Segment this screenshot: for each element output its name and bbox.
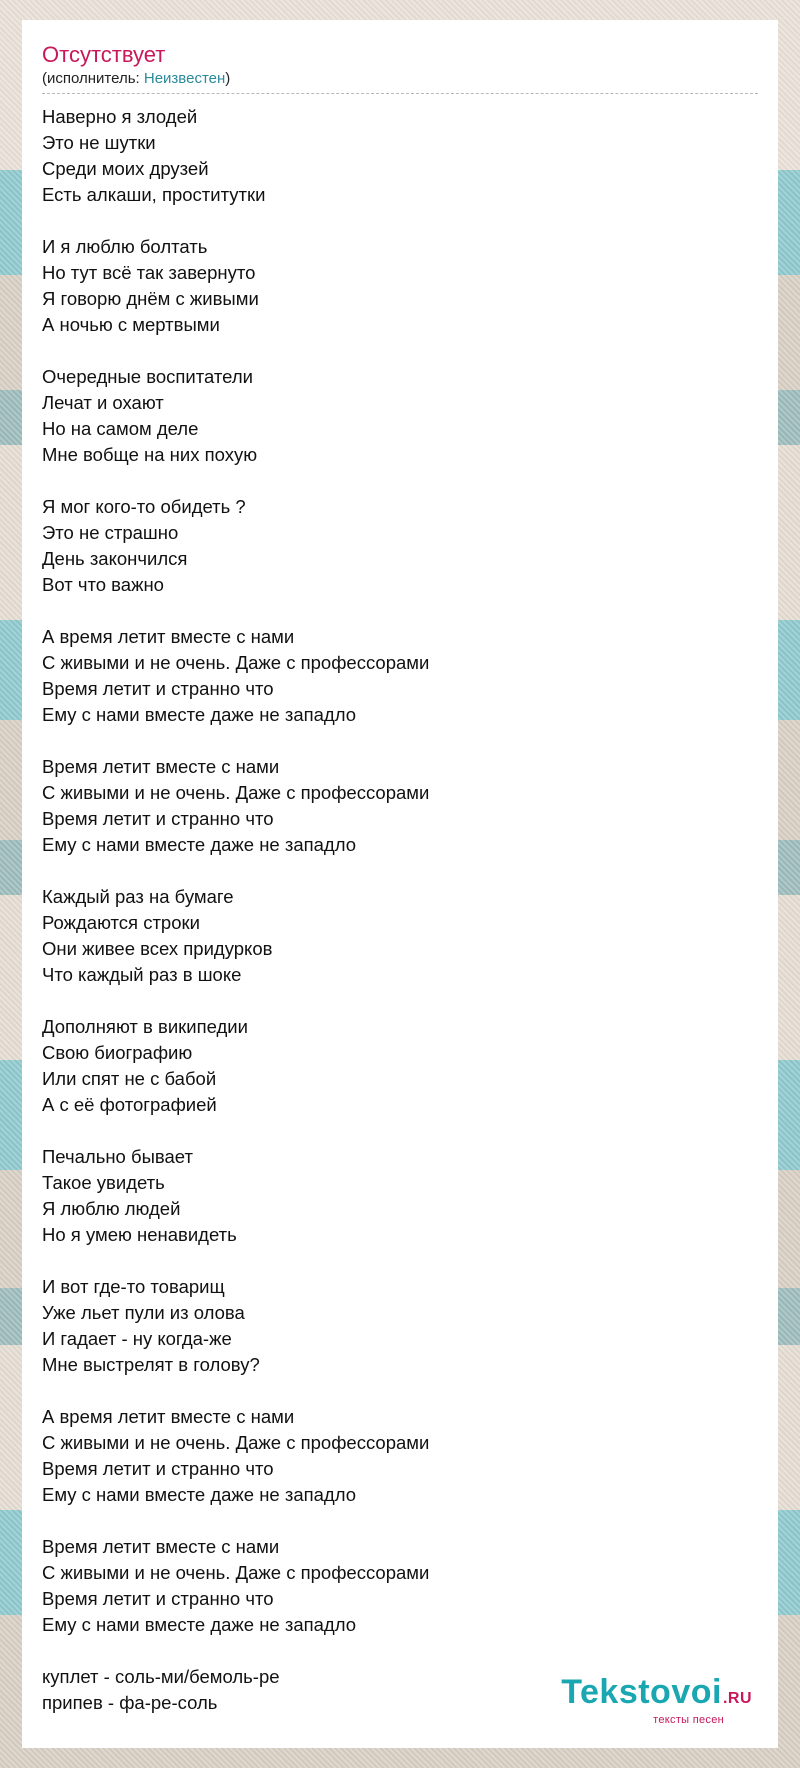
stanza-break — [42, 858, 758, 884]
stanza-break — [42, 728, 758, 754]
lyric-line: С живыми и не очень. Даже с профессорами — [42, 1562, 430, 1583]
lyric-line: Это не страшно — [42, 522, 179, 543]
stanza-break — [42, 338, 758, 364]
lyric-line: С живыми и не очень. Даже с профессорами — [42, 1432, 430, 1453]
lyric-line: А с её фотографией — [42, 1094, 217, 1115]
lyric-line: С живыми и не очень. Даже с профессорами — [42, 652, 430, 673]
logo-main-text: Tekstovoi — [561, 1673, 722, 1711]
lyric-line: И вот где-то товарищ — [42, 1276, 225, 1297]
lyric-line: А время летит вместе с нами — [42, 626, 295, 647]
lyric-line: Время летит и странно что — [42, 1588, 274, 1609]
lyric-line: И я люблю болтать — [42, 236, 208, 257]
lyric-line: Каждый раз на бумаге — [42, 886, 234, 907]
artist-prefix: (исполнитель: — [42, 70, 144, 87]
lyric-line: припев - фа-ре-соль — [42, 1692, 218, 1713]
lyric-line: Среди моих друзей — [42, 158, 209, 179]
lyric-line: Что каждый раз в шоке — [42, 964, 242, 985]
lyric-line: Но на самом деле — [42, 418, 199, 439]
song-title: Отсутствует — [42, 42, 166, 67]
lyric-line: Мне вобще на них похую — [42, 444, 258, 465]
lyric-line: А время летит вместе с нами — [42, 1406, 295, 1427]
stanza-break — [42, 1118, 758, 1144]
lyric-line: куплет - соль-ми/бемоль-ре — [42, 1666, 280, 1687]
lyric-line: Время летит вместе с нами — [42, 756, 280, 777]
stanza-break — [42, 598, 758, 624]
lyric-line: Уже льет пули из олова — [42, 1302, 245, 1323]
lyrics-body — [42, 104, 758, 1716]
lyrics-card — [22, 20, 778, 1748]
lyric-line: Печально бывает — [42, 1146, 193, 1167]
lyric-line: Но я умею ненавидеть — [42, 1224, 237, 1245]
lyric-line: С живыми и не очень. Даже с профессорами — [42, 782, 430, 803]
site-logo[interactable] — [561, 1675, 752, 1726]
lyric-line: Или спят не с бабой — [42, 1068, 217, 1089]
lyric-line: Это не шутки — [42, 132, 156, 153]
lyric-line: Вот что важно — [42, 574, 164, 595]
lyric-line: Есть алкаши, проститутки — [42, 184, 266, 205]
lyric-line: Лечат и охают — [42, 392, 164, 413]
artist-suffix: ) — [225, 70, 231, 87]
lyric-line: Время летит вместе с нами — [42, 1536, 280, 1557]
lyric-line: Такое увидеть — [42, 1172, 165, 1193]
logo-tld: .RU — [722, 1690, 752, 1707]
artist-line — [42, 69, 758, 94]
logo-tagline: тексты песен — [653, 1714, 724, 1726]
lyric-line: Ему с нами вместе даже не западло — [42, 834, 357, 855]
lyric-line: Очередные воспитатели — [42, 366, 253, 387]
logo-wordmark — [561, 1675, 752, 1716]
stanza-break — [42, 1378, 758, 1404]
lyric-line: Я мог кого-то обидеть ? — [42, 496, 246, 517]
stanza-break — [42, 208, 758, 234]
stanza-break — [42, 468, 758, 494]
lyric-line: Свою биографию — [42, 1042, 193, 1063]
lyric-line: Дополняют в википедии — [42, 1016, 248, 1037]
artist-link[interactable]: Неизвестен — [143, 70, 226, 87]
stanza-break — [42, 1508, 758, 1534]
lyric-line: Время летит и странно что — [42, 678, 274, 699]
stanza-break — [42, 1248, 758, 1274]
lyric-line: Время летит и странно что — [42, 1458, 274, 1479]
lyric-line: Мне выстрелят в голову? — [42, 1354, 260, 1375]
lyric-line: Но тут всё так завернуто — [42, 262, 256, 283]
lyric-line: Наверно я злодей — [42, 106, 198, 127]
lyric-line: Я люблю людей — [42, 1198, 181, 1219]
lyric-line: Ему с нами вместе даже не западло — [42, 1484, 357, 1505]
lyric-line: А ночью с мертвыми — [42, 314, 220, 335]
lyric-line: День закончился — [42, 548, 188, 569]
lyric-line: Рождаются строки — [42, 912, 200, 933]
lyric-line: Время летит и странно что — [42, 808, 274, 829]
lyric-line: И гадает - ну когда-же — [42, 1328, 232, 1349]
lyric-line: Ему с нами вместе даже не западло — [42, 1614, 357, 1635]
stanza-break — [42, 1638, 758, 1664]
stanza-break — [42, 988, 758, 1014]
lyric-line: Я говорю днём с живыми — [42, 288, 259, 309]
lyric-line: Ему с нами вместе даже не западло — [42, 704, 357, 725]
lyric-line: Они живее всех придурков — [42, 938, 273, 959]
